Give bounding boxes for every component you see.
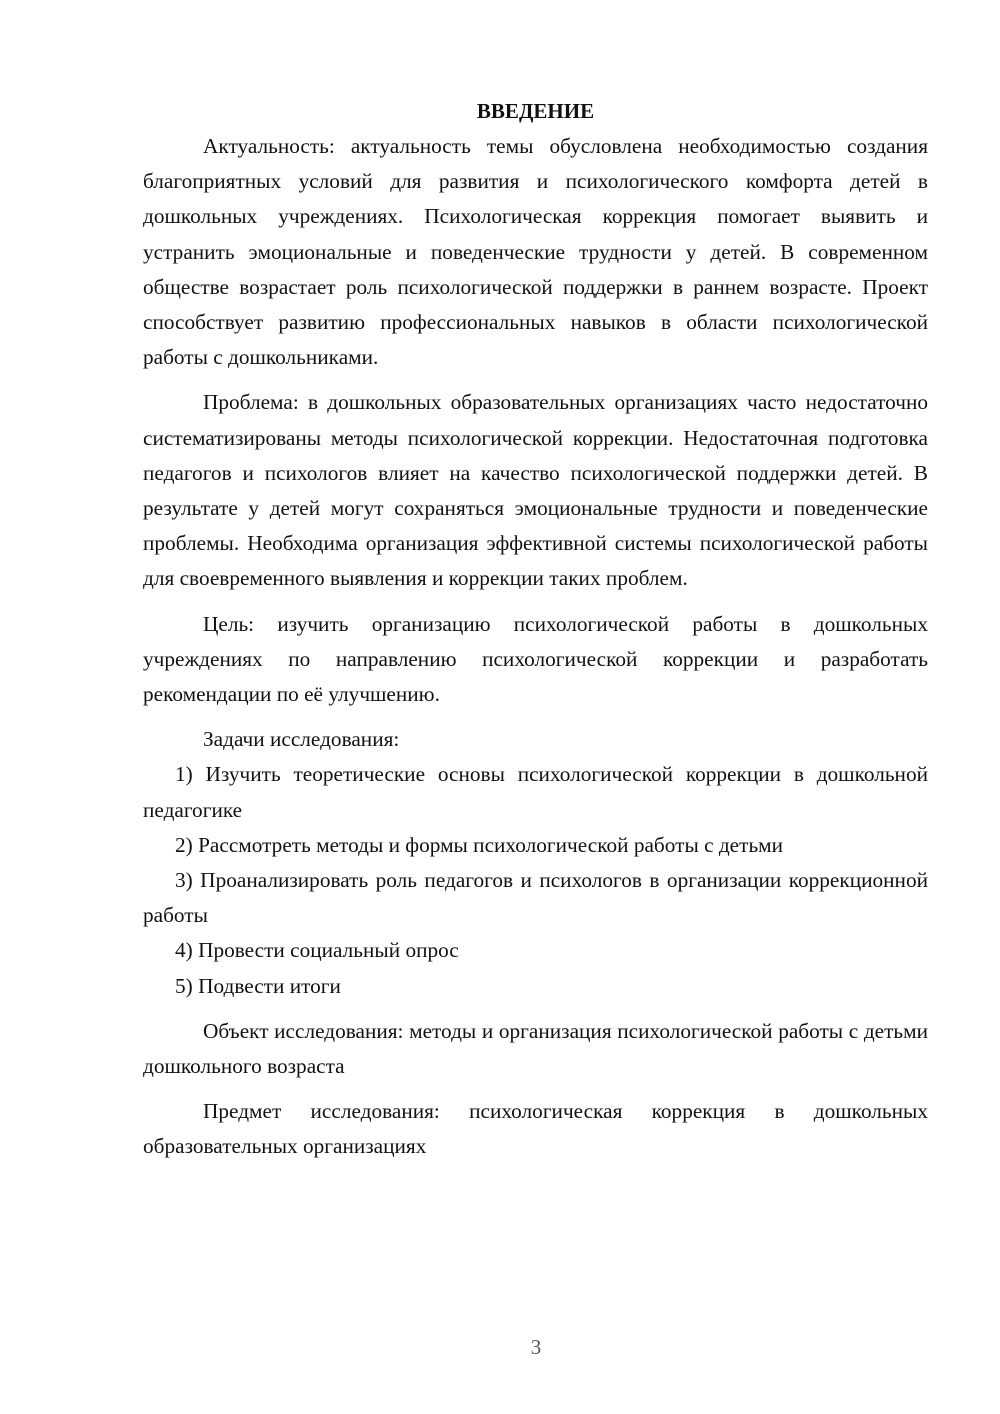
paragraph-goal: Цель: изучить организацию психологической работы в дошкольных учреждениях по направлению психологической коррекции и разработать рекомендации по её улучшению. — [143, 611, 928, 707]
paragraph-relevance: Актуальность: актуальность темы обусловлена необходимостью создания благоприятных условий для развития и психологического комфорта детей в дошкольных учреждениях. Психологическая коррекция помогает выявить и устранить эмоциональные и поведенческие трудности у детей. В современном обществе возрастает роль психологической поддержки в раннем возрасте. Проект способствует развитию профессиональных навыков в области психологической работы с дошкольниками. — [143, 134, 928, 370]
task-item: 4) Провести социальный опрос — [175, 938, 459, 963]
page-number: 3 — [530, 1335, 542, 1359]
paragraph-object: Объект исследования: методы и организация психологической работы с детьми дошкольного возраста — [143, 1018, 928, 1079]
document-body — [143, 94, 928, 1165]
task-item: 2) Рассмотреть методы и формы психологической работы с детьми — [175, 832, 784, 857]
section-title: ВВЕДЕНИЕ — [476, 99, 595, 123]
tasks-heading: Задачи исследования: — [203, 727, 400, 752]
task-item: 3) Проанализировать роль педагогов и психологов в организации коррекционной работы — [143, 868, 928, 928]
paragraph-problem: Проблема: в дошкольных образовательных организациях часто недостаточно систематизированы методы психологической коррекции. Недостаточная подготовка педагогов и психологов влияет на качество психологической поддержки детей. В результате у детей могут сохраняться эмоциональные трудности и поведенческие проблемы. Необходима организация эффективной системы психологической работы для своевременного выявления и коррекции таких проблем. — [143, 390, 928, 591]
paragraph-subject: Предмет исследования: психологическая коррекция в дошкольных образовательных организациях — [143, 1099, 928, 1159]
task-item: 5) Подвести итоги — [175, 973, 341, 998]
task-item: 1) Изучить теоретические основы психологической коррекции в дошкольной педагогике — [143, 762, 928, 822]
